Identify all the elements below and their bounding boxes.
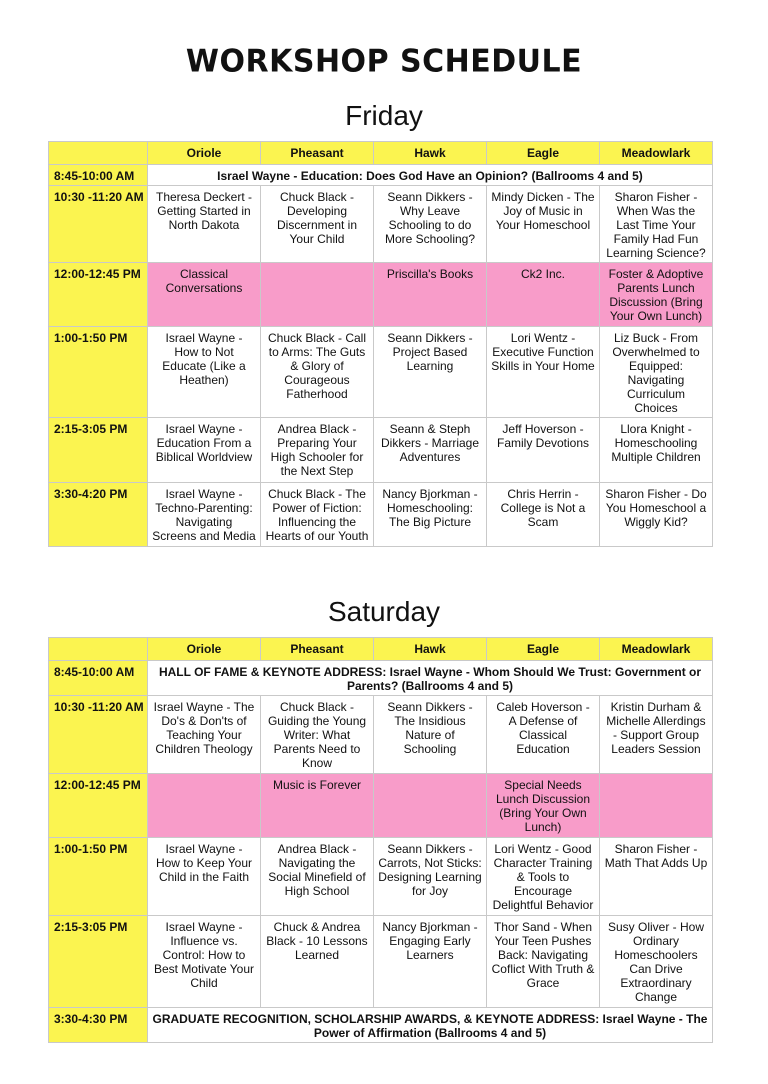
session-cell: Chuck & Andrea Black - 10 Lessons Learned — [261, 916, 374, 1008]
session-cell: Susy Oliver - How Ordinary Homeschoolers Can Drive Extraordinary Change — [600, 916, 713, 1008]
session-cell — [261, 263, 374, 327]
session-cell: Nancy Bjorkman - Engaging Early Learners — [374, 916, 487, 1008]
session-cell: Caleb Hoverson - A Defense of Classical Education — [487, 696, 600, 774]
time-slot: 3:30-4:20 PM — [49, 483, 148, 547]
session-cell — [148, 774, 261, 838]
session-cell: Israel Wayne - How to Not Educate (Like a Heathen) — [148, 327, 261, 418]
session-row — [49, 696, 713, 774]
time-slot: 1:00-1:50 PM — [49, 327, 148, 418]
time-slot: 10:30 -11:20 AM — [49, 186, 148, 263]
session-cell: Llora Knight - Homeschooling Multiple Children — [600, 418, 713, 483]
session-cell: Seann Dikkers - The Insidious Nature of Schooling — [374, 696, 487, 774]
room-header: Eagle — [487, 142, 600, 165]
time-slot: 2:15-3:05 PM — [49, 418, 148, 483]
session-cell: Israel Wayne - Influence vs. Control: How to Best Motivate Your Child — [148, 916, 261, 1008]
session-cell: Priscilla's Books — [374, 263, 487, 327]
session-cell: Seann Dikkers - Project Based Learning — [374, 327, 487, 418]
session-cell: Andrea Black - Navigating the Social Minefield of High School — [261, 838, 374, 916]
header-corner — [49, 638, 148, 661]
session-cell: Chuck Black - The Power of Fiction: Influencing the Hearts of our Youth — [261, 483, 374, 547]
session-cell: Liz Buck - From Overwhelmed to Equipped: Navigating Curriculum Choices — [600, 327, 713, 418]
room-header: Oriole — [148, 638, 261, 661]
time-slot: 3:30-4:30 PM — [49, 1008, 148, 1043]
session-cell: Sharon Fisher - When Was the Last Time Your Family Had Fun Learning Science? — [600, 186, 713, 263]
session-cell: Chris Herrin - College is Not a Scam — [487, 483, 600, 547]
session-cell: Theresa Deckert - Getting Started in North Dakota — [148, 186, 261, 263]
time-slot: 10:30 -11:20 AM — [49, 696, 148, 774]
session-cell: Classical Conversations — [148, 263, 261, 327]
session-cell — [374, 774, 487, 838]
keynote-session: Israel Wayne - Education: Does God Have an Opinion? (Ballrooms 4 and 5) — [148, 165, 713, 186]
session-cell: Israel Wayne - Techno-Parenting: Navigating Screens and Media — [148, 483, 261, 547]
session-cell: Music is Forever — [261, 774, 374, 838]
session-cell: Lori Wentz - Good Character Training & Tools to Encourage Delightful Behavior — [487, 838, 600, 916]
session-cell: Ck2 Inc. — [487, 263, 600, 327]
session-cell: Jeff Hoverson - Family Devotions — [487, 418, 600, 483]
room-header: Hawk — [374, 638, 487, 661]
session-cell: Chuck Black - Call to Arms: The Guts & Glory of Courageous Fatherhood — [261, 327, 374, 418]
session-cell: Seann Dikkers - Why Leave Schooling to do More Schooling? — [374, 186, 487, 263]
session-cell: Seann & Steph Dikkers - Marriage Adventures — [374, 418, 487, 483]
time-slot: 8:45-10:00 AM — [49, 661, 148, 696]
session-cell: Kristin Durham & Michelle Allerdings - Support Group Leaders Session — [600, 696, 713, 774]
room-header: Oriole — [148, 142, 261, 165]
session-cell: Israel Wayne - How to Keep Your Child in the Faith — [148, 838, 261, 916]
session-cell: Israel Wayne - Education From a Biblical Worldview — [148, 418, 261, 483]
session-cell: Mindy Dicken - The Joy of Music in Your Homeschool — [487, 186, 600, 263]
header-corner — [49, 142, 148, 165]
keynote-row — [49, 165, 713, 186]
header-row — [49, 142, 713, 165]
session-cell — [600, 774, 713, 838]
room-header: Eagle — [487, 638, 600, 661]
session-row — [49, 916, 713, 1008]
session-cell: Special Needs Lunch Discussion (Bring Your Own Lunch) — [487, 774, 600, 838]
session-cell: Sharon Fisher - Do You Homeschool a Wiggly Kid? — [600, 483, 713, 547]
closing-session: GRADUATE RECOGNITION, SCHOLARSHIP AWARDS, & KEYNOTE ADDRESS: Israel Wayne - The Power of Affirmation (Ballrooms 4 and 5) — [148, 1008, 713, 1043]
session-cell: Andrea Black - Preparing Your High Schooler for the Next Step — [261, 418, 374, 483]
time-slot: 8:45-10:00 AM — [49, 165, 148, 186]
room-header: Pheasant — [261, 142, 374, 165]
session-row — [49, 838, 713, 916]
keynote-row — [49, 661, 713, 696]
saturday-schedule-table — [48, 637, 713, 1043]
session-cell: Thor Sand - When Your Teen Pushes Back: Navigating Coflict With Truth & Grace — [487, 916, 600, 1008]
time-slot: 2:15-3:05 PM — [49, 916, 148, 1008]
friday-schedule-table — [48, 141, 713, 547]
session-cell: Foster & Adoptive Parents Lunch Discussion (Bring Your Own Lunch) — [600, 263, 713, 327]
page-title: WORKSHOP SCHEDULE — [185, 43, 583, 80]
session-row — [49, 327, 713, 418]
saturday-heading: Saturday — [327, 596, 441, 627]
closing-row — [49, 1008, 713, 1043]
session-cell: Nancy Bjorkman - Homeschooling: The Big Picture — [374, 483, 487, 547]
friday-heading: Friday — [345, 100, 423, 131]
session-cell: Sharon Fisher - Math That Adds Up — [600, 838, 713, 916]
room-header: Meadowlark — [600, 638, 713, 661]
session-cell: Chuck Black - Developing Discernment in Your Child — [261, 186, 374, 263]
session-cell: Israel Wayne - The Do's & Don'ts of Teaching Your Children Theology — [148, 696, 261, 774]
session-cell: Seann Dikkers - Carrots, Not Sticks: Designing Learning for Joy — [374, 838, 487, 916]
room-header: Hawk — [374, 142, 487, 165]
time-slot: 12:00-12:45 PM — [49, 263, 148, 327]
session-row — [49, 418, 713, 483]
room-header: Pheasant — [261, 638, 374, 661]
lunch-row — [49, 263, 713, 327]
session-row — [49, 186, 713, 263]
room-header: Meadowlark — [600, 142, 713, 165]
header-row — [49, 638, 713, 661]
time-slot: 12:00-12:45 PM — [49, 774, 148, 838]
session-cell: Chuck Black - Guiding the Young Writer: What Parents Need to Know — [261, 696, 374, 774]
session-cell: Lori Wentz - Executive Function Skills in Your Home — [487, 327, 600, 418]
session-row — [49, 483, 713, 547]
keynote-session: HALL OF FAME & KEYNOTE ADDRESS: Israel Wayne - Whom Should We Trust: Government or Parents? (Ballrooms 4 and 5) — [148, 661, 713, 696]
lunch-row — [49, 774, 713, 838]
time-slot: 1:00-1:50 PM — [49, 838, 148, 916]
